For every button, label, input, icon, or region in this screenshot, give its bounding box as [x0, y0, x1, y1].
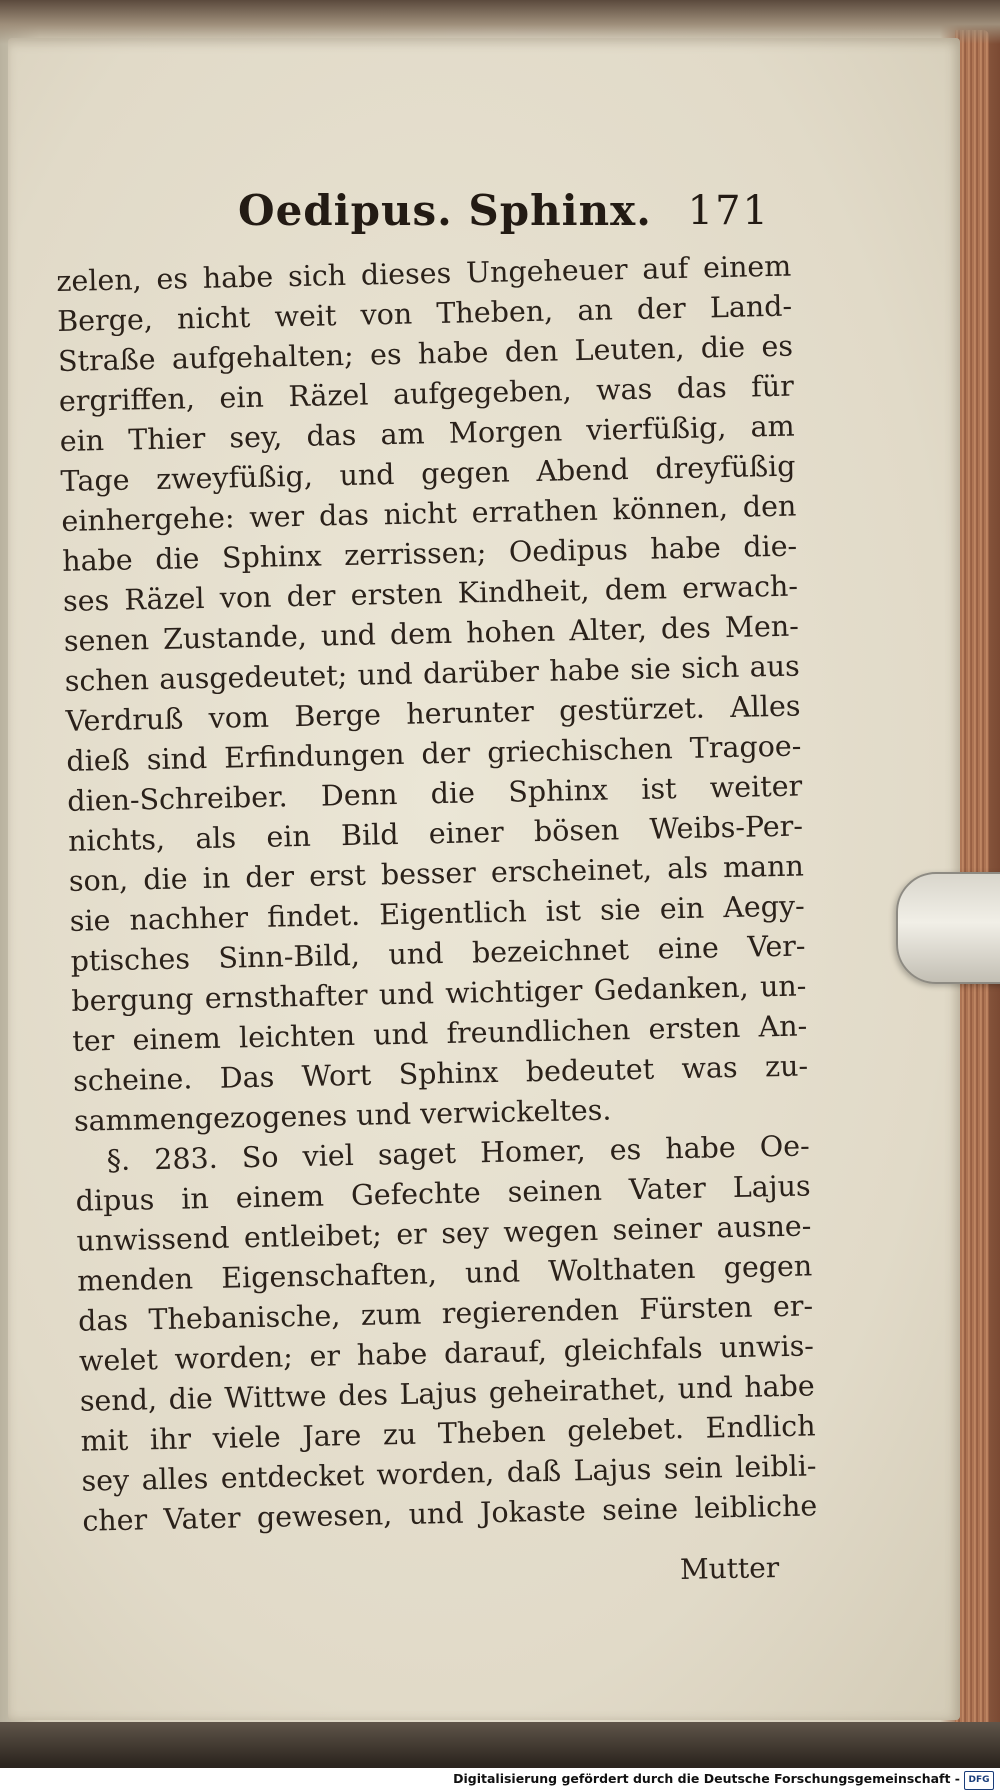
- text-line: einhergehe: wer das nicht errathen können, den: [61, 489, 797, 538]
- running-head: Oedipus. Sphinx.: [238, 186, 652, 235]
- text-line: sammengezogenes und verwickeltes.: [73, 1093, 612, 1138]
- page-number: 171: [687, 188, 770, 234]
- text-line: sey alles entdecket worden, daß Lajus sein leibli-: [81, 1449, 817, 1498]
- text-line: sie nachher findet. Eigentlich ist sie ein Aegy-: [69, 889, 805, 938]
- section-start-line: §. 283. So viel saget Homer, es habe Oe-: [106, 1129, 811, 1178]
- text-line: schen ausgedeutet; und darüber habe sie sich aus: [64, 649, 800, 698]
- text-line: dien-Schreiber. Denn die Sphinx ist weiter: [66, 769, 803, 818]
- text-line: ses Räzel von der ersten Kindheit, dem erwach-: [62, 569, 799, 618]
- text-line: ptisches Sinn-Bild, und bezeichnet eine Ver-: [70, 929, 806, 978]
- text-line: zelen, es habe sich dieses Ungeheuer auf einem: [56, 249, 792, 298]
- text-line: send, die Wittwe des Lajus geheirathet, und habe: [79, 1369, 816, 1418]
- text-line: habe die Sphinx zerrissen; Oedipus habe die-: [61, 529, 798, 578]
- digitization-footer: [0, 1768, 1000, 1792]
- body-text: [56, 247, 818, 1542]
- text-line: bergung ernsthafter und wichtiger Gedanken, un-: [71, 969, 807, 1018]
- text-line: ter einem leichten und freundlichen ersten An-: [71, 1009, 808, 1058]
- text-line: ein Thier sey, das am Morgen vierfüßig, am: [59, 409, 795, 458]
- text-line: unwissend entleibet; er sey wegen seiner ausne-: [76, 1209, 812, 1258]
- text-line: dipus in einem Gefechte seinen Vater Lajus: [75, 1169, 811, 1218]
- text-line: nichts, als ein Bild einer bösen Weibs-Per-: [67, 809, 804, 858]
- text-line: Tage zweyfüßig, und gegen Abend dreyfüßig: [60, 449, 796, 498]
- text-line: cher Vater gewesen, und Jokaste seine leibliche: [82, 1489, 818, 1538]
- funding-credit: Digitalisierung gefördert durch die Deutsche Forschungsgemeinschaft -: [453, 1771, 960, 1786]
- page-header: [58, 186, 778, 246]
- text-line: Straße aufgehalten; es habe den Leuten, die es: [57, 329, 794, 378]
- text-line: scheine. Das Wort Sphinx bedeutet was zu-: [72, 1049, 809, 1098]
- page-tab-marker: [896, 872, 1000, 984]
- text-line: menden Eigenschaften, und Wolthaten gegen: [77, 1249, 813, 1298]
- catchword: Mutter: [679, 1550, 780, 1587]
- text-line: Verdruß vom Berge herunter gestürzet. Alles: [65, 689, 801, 738]
- text-line: das Thebanische, zum regierenden Fürsten er-: [77, 1289, 814, 1338]
- text-line: son, die in der erst besser erscheinet, als mann: [68, 849, 805, 898]
- text-line: welet worden; er habe darauf, gleichfals unwis-: [78, 1329, 815, 1378]
- text-line: Berge, nicht weit von Theben, an der Land-: [56, 289, 793, 338]
- text-line: mit ihr viele Jare zu Theben gelebet. Endlich: [80, 1409, 816, 1458]
- text-line: senen Zustande, und dem hohen Alter, des Men-: [63, 609, 800, 658]
- text-line: dieß sind Erfindungen der griechischen Tragoe-: [66, 729, 802, 778]
- dfg-logo: DFG: [964, 1771, 994, 1790]
- text-line: ergriffen, ein Räzel aufgegeben, was das für: [58, 369, 795, 418]
